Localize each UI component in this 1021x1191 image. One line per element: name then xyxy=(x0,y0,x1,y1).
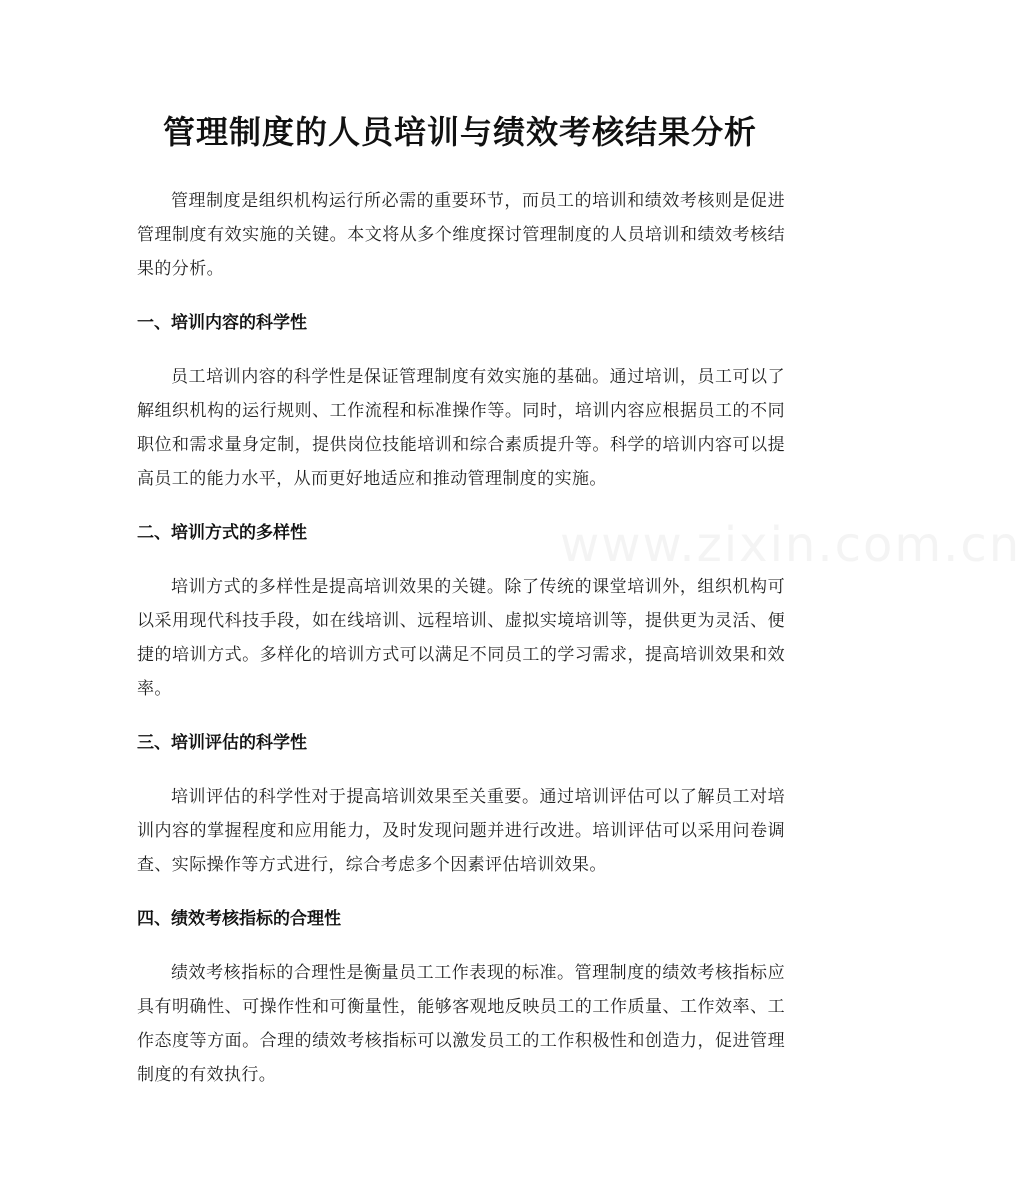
section-1 xyxy=(137,306,785,496)
section-heading: 四、绩效考核指标的合理性 xyxy=(137,909,341,929)
section-heading: 一、培训内容的科学性 xyxy=(137,313,307,333)
section-4 xyxy=(137,902,785,1092)
section-paragraph: 培训评估的科学性对于提高培训效果至关重要。通过培训评估可以了解员工对培训内容的掌握程度和应用能力，及时发现问题并进行改进。培训评估可以采用问卷调查、实际操作等方式进行，综合考虑多个因素评估培训效果。 xyxy=(137,787,785,875)
section-3 xyxy=(137,726,785,882)
section-paragraph: 员工培训内容的科学性是保证管理制度有效实施的基础。通过培训，员工可以了解组织机构的运行规则、工作流程和标准操作等。同时，培训内容应根据员工的不同职位和需求量身定制，提供岗位技能培训和综合素质提升等。科学的培训内容可以提高员工的能力水平，从而更好地适应和推动管理制度的实施。 xyxy=(137,367,785,489)
document-title: 管理制度的人员培训与绩效考核结果分析 xyxy=(162,113,757,151)
section-heading: 三、培训评估的科学性 xyxy=(137,733,307,753)
section-paragraph: 培训方式的多样性是提高培训效果的关键。除了传统的课堂培训外，组织机构可以采用现代科技手段，如在线培训、远程培训、虚拟实境培训等，提供更为灵活、便捷的培训方式。多样化的培训方式可以满足不同员工的学习需求，提高培训效果和效率。 xyxy=(137,577,785,699)
watermark: www.zixin.com.cn xyxy=(560,517,1021,573)
intro-paragraph: 管理制度是组织机构运行所必需的重要环节，而员工的培训和绩效考核则是促进管理制度有效实施的关键。本文将从多个维度探讨管理制度的人员培训和绩效考核结果的分析。 xyxy=(137,191,785,279)
section-paragraph: 绩效考核指标的合理性是衡量员工工作表现的标准。管理制度的绩效考核指标应具有明确性、可操作性和可衡量性，能够客观地反映员工的工作质量、工作效率、工作态度等方面。合理的绩效考核指标可以激发员工的工作积极性和创造力，促进管理制度的有效执行。 xyxy=(137,963,785,1085)
section-2 xyxy=(137,516,785,706)
section-heading: 二、培训方式的多样性 xyxy=(137,523,307,543)
document-body xyxy=(137,184,785,1092)
